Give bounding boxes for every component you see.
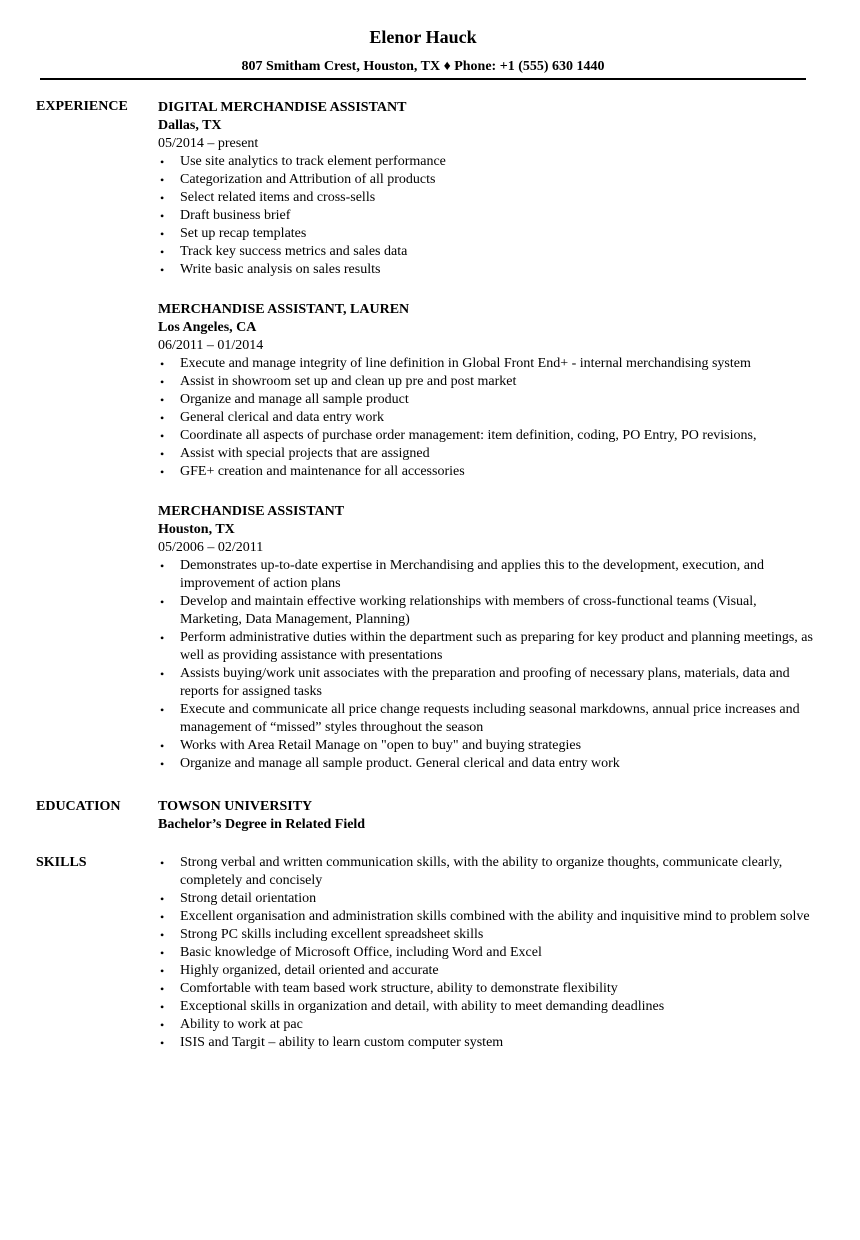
bullet-text: Execute and communicate all price change requests including seasonal markdowns, annual price increases and management of “missed” styles throughout the season	[180, 702, 800, 735]
bullet-icon: •	[160, 667, 165, 681]
list-item	[158, 373, 818, 391]
bullet-icon: •	[160, 1000, 165, 1014]
list-item	[158, 171, 818, 189]
job-location: Dallas, TX	[158, 118, 222, 133]
bullet-icon: •	[160, 227, 165, 241]
list-item	[158, 1016, 818, 1034]
list-item	[158, 980, 818, 998]
bullet-icon: •	[160, 447, 165, 461]
bullet-icon: •	[160, 375, 165, 389]
bullet-text: Assists buying/work unit associates with the preparation and proofing of necessary plans, materials, data and reports for assigned tasks	[180, 666, 790, 699]
skill-text: Strong PC skills including excellent spreadsheet skills	[180, 927, 484, 942]
job-title: MERCHANDISE ASSISTANT, LAUREN	[158, 302, 410, 317]
bullet-text: Select related items and cross-sells	[180, 190, 376, 205]
skill-text: Basic knowledge of Microsoft Office, including Word and Excel	[180, 945, 542, 960]
job-title: DIGITAL MERCHANDISE ASSISTANT	[158, 100, 407, 115]
bullet-text: Organize and manage all sample product	[180, 392, 409, 407]
bullet-icon: •	[160, 357, 165, 371]
bullet-text: Perform administrative duties within the department such as preparing for key product and planning meetings, as well as providing assistance with presentations	[180, 630, 813, 663]
bullet-icon: •	[160, 263, 165, 277]
candidate-name: Elenor Hauck	[369, 27, 477, 47]
list-item	[158, 908, 818, 926]
list-item	[158, 355, 818, 373]
skill-text: Strong detail orientation	[180, 891, 317, 906]
list-item	[158, 207, 818, 225]
list-item	[158, 409, 818, 427]
list-item	[158, 261, 818, 279]
skill-text: Exceptional skills in organization and detail, with ability to meet demanding deadlines	[180, 999, 665, 1014]
experience-entry-1	[158, 99, 818, 279]
skill-text: Ability to work at pac	[180, 1017, 303, 1032]
education-entry	[158, 798, 818, 834]
list-item	[158, 557, 818, 593]
job-location: Los Angeles, CA	[158, 320, 257, 335]
school-name: TOWSON UNIVERSITY	[158, 799, 313, 814]
bullet-icon: •	[160, 595, 165, 609]
bullet-icon: •	[160, 245, 165, 259]
bullet-icon: •	[160, 1018, 165, 1032]
list-item	[158, 391, 818, 409]
bullet-icon: •	[160, 429, 165, 443]
bullet-text: Assist with special projects that are assigned	[180, 446, 430, 461]
bullet-text: Set up recap templates	[180, 226, 307, 241]
list-item	[158, 463, 818, 481]
bullet-icon: •	[160, 964, 165, 978]
degree: Bachelor’s Degree in Related Field	[158, 817, 366, 832]
bullet-icon: •	[160, 928, 165, 942]
list-item	[158, 427, 818, 445]
list-item	[158, 854, 818, 890]
list-item	[158, 629, 818, 665]
bullet-icon: •	[160, 209, 165, 223]
job-bullets	[158, 153, 818, 279]
bullet-icon: •	[160, 559, 165, 573]
bullet-text: Categorization and Attribution of all products	[180, 172, 436, 187]
list-item	[158, 755, 818, 773]
bullet-text: Develop and maintain effective working relationships with members of cross-functional teams (Visual, Marketing, Data Management, Planning)	[180, 594, 757, 627]
skills-entry	[158, 854, 818, 1052]
bullet-icon: •	[160, 465, 165, 479]
skill-text: Highly organized, detail oriented and accurate	[180, 963, 439, 978]
job-dates: 05/2006 – 02/2011	[158, 540, 264, 555]
bullet-icon: •	[160, 191, 165, 205]
skill-text: Strong verbal and written communication skills, with the ability to organize thoughts, communicate clearly, completely and concisely	[180, 855, 783, 888]
contact-line: 807 Smitham Crest, Houston, TX ♦ Phone: +1 (555) 630 1440	[241, 59, 605, 74]
bullet-icon: •	[160, 757, 165, 771]
bullet-text: Track key success metrics and sales data	[180, 244, 408, 259]
list-item	[158, 962, 818, 980]
list-item	[158, 593, 818, 629]
bullet-text: Use site analytics to track element performance	[180, 154, 446, 169]
list-item	[158, 225, 818, 243]
section-label-skills: SKILLS	[36, 855, 87, 870]
experience-entry-2	[158, 301, 818, 481]
bullet-icon: •	[160, 910, 165, 924]
bullet-icon: •	[160, 155, 165, 169]
bullet-icon: •	[160, 173, 165, 187]
list-item	[158, 998, 818, 1016]
list-item	[158, 445, 818, 463]
list-item	[158, 153, 818, 171]
bullet-text: Draft business brief	[180, 208, 291, 223]
list-item	[158, 243, 818, 261]
section-label-experience: EXPERIENCE	[36, 99, 128, 114]
skill-text: Excellent organisation and administration skills combined with the ability and inquisitive mind to problem solve	[180, 909, 810, 924]
bullet-icon: •	[160, 411, 165, 425]
list-item	[158, 737, 818, 755]
bullet-text: GFE+ creation and maintenance for all accessories	[180, 464, 465, 479]
list-item	[158, 189, 818, 207]
job-dates: 06/2011 – 01/2014	[158, 338, 264, 353]
bullet-icon: •	[160, 393, 165, 407]
job-dates: 05/2014 – present	[158, 136, 259, 151]
bullet-icon: •	[160, 703, 165, 717]
section-label-education: EDUCATION	[36, 799, 121, 814]
bullet-icon: •	[160, 631, 165, 645]
job-title: MERCHANDISE ASSISTANT	[158, 504, 345, 519]
list-item	[158, 1034, 818, 1052]
header-divider	[40, 78, 806, 80]
bullet-icon: •	[160, 946, 165, 960]
list-item	[158, 926, 818, 944]
job-bullets	[158, 355, 818, 481]
bullet-icon: •	[160, 982, 165, 996]
skills-list	[158, 854, 818, 1052]
bullet-icon: •	[160, 856, 165, 870]
bullet-icon: •	[160, 892, 165, 906]
bullet-text: Coordinate all aspects of purchase order management: item definition, coding, PO Entry, PO revisions,	[180, 428, 757, 443]
bullet-icon: •	[160, 739, 165, 753]
list-item	[158, 665, 818, 701]
experience-entry-3	[158, 503, 818, 773]
bullet-text: Write basic analysis on sales results	[180, 262, 381, 277]
list-item	[158, 701, 818, 737]
job-location: Houston, TX	[158, 522, 235, 537]
bullet-text: Works with Area Retail Manage on "open to buy" and buying strategies	[180, 738, 582, 753]
bullet-text: General clerical and data entry work	[180, 410, 385, 425]
list-item	[158, 944, 818, 962]
skill-text: ISIS and Targit – ability to learn custom computer system	[180, 1035, 504, 1050]
bullet-text: Execute and manage integrity of line definition in Global Front End+ - internal merchandising system	[180, 356, 751, 371]
bullet-icon: •	[160, 1036, 165, 1050]
skill-text: Comfortable with team based work structure, ability to demonstrate flexibility	[180, 981, 618, 996]
bullet-text: Assist in showroom set up and clean up pre and post market	[180, 374, 517, 389]
list-item	[158, 890, 818, 908]
job-bullets	[158, 557, 818, 773]
bullet-text: Organize and manage all sample product. General clerical and data entry work	[180, 756, 620, 771]
bullet-text: Demonstrates up-to-date expertise in Merchandising and applies this to the development, execution, and improvement of action plans	[180, 558, 764, 591]
